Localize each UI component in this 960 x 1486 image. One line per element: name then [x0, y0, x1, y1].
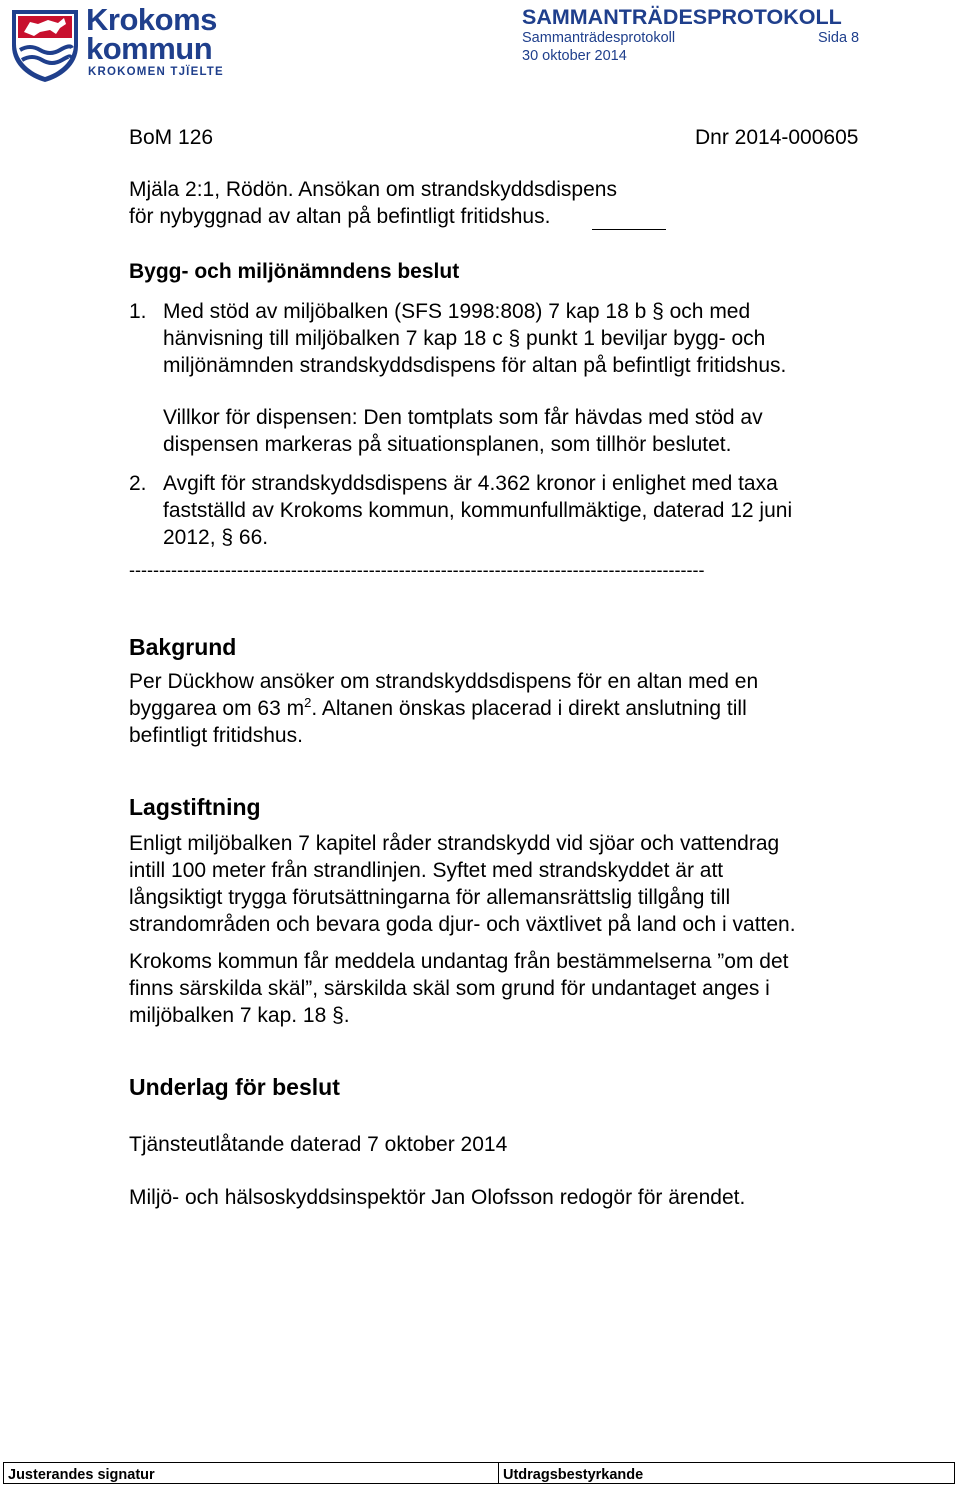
decision-item-1-line: hänvisning till miljöbalken 7 kap 18 c § punkt 1 beviljar bygg- och	[163, 327, 766, 350]
subject-line-2: för nybyggnad av altan på befintligt fritidshus.	[129, 205, 551, 228]
decision-item-2-line: fastställd av Krokoms kommun, kommunfullmäktige, daterad 12 juni	[163, 499, 793, 522]
decision-heading: Bygg- och miljönämndens beslut	[129, 260, 460, 283]
background-heading: Bakgrund	[129, 634, 237, 660]
legislation-line: Enligt miljöbalken 7 kapitel råder strandskydd vid sjöar och vattendrag	[129, 832, 780, 855]
background-line: Per Dückhow ansöker om strandskyddsdispens för en altan med en	[129, 670, 759, 693]
background-line-suffix: . Altanen önskas placerad i direkt anslutning till	[311, 697, 747, 720]
document-title: SAMMANTRÄDESPROTOKOLL	[522, 5, 842, 29]
decision-condition-line: dispensen markeras på situationsplanen, som tillhör beslutet.	[163, 433, 732, 456]
subject-line-1: Mjäla 2:1, Rödön. Ansökan om strandskyddsdispens	[129, 178, 617, 201]
document-subtitle: Sammanträdesprotokoll	[522, 30, 676, 46]
signature-label: Justerandes signatur	[8, 1467, 155, 1483]
background-line: befintligt fritidshus.	[129, 724, 303, 747]
meeting-date: 30 oktober 2014	[522, 48, 627, 64]
subject-underline-rule	[592, 229, 666, 230]
legislation-line: miljöbalken 7 kap. 18 §.	[129, 1004, 350, 1027]
municipal-coat-of-arms-logo	[8, 6, 82, 84]
decision-item-1-line: miljönämnden strandskyddsdispens för altan på befintligt fritidshus.	[163, 354, 787, 377]
basis-heading: Underlag för beslut	[129, 1074, 340, 1100]
logo-line-1: Krokoms	[86, 2, 217, 37]
decision-item-2-number: 2.	[129, 472, 147, 495]
legislation-heading: Lagstiftning	[129, 794, 261, 820]
superscript-2: 2	[304, 695, 312, 710]
decision-item-1-line: Med stöd av miljöbalken (SFS 1998:808) 7 kap 18 b § och med	[163, 300, 751, 323]
legislation-line: finns särskilda skäl”, särskilda skäl som grund för undantaget anges i	[129, 977, 770, 1000]
decision-item-1-number: 1.	[129, 300, 147, 323]
basis-line: Miljö- och hälsoskyddsinspektör Jan Olofsson redogör för ärendet.	[129, 1186, 746, 1209]
signature-box	[3, 1462, 499, 1484]
logo-line-2: kommun	[86, 31, 213, 66]
signature-footer	[3, 1462, 955, 1484]
legislation-line: strandområden och bevara goda djur- och växtlivet på land och i vatten.	[129, 913, 796, 936]
certification-box	[499, 1462, 955, 1484]
decision-condition-line: Villkor för dispensen: Den tomtplats som får hävdas med stöd av	[163, 406, 763, 429]
decision-item-2-line: Avgift för strandskyddsdispens är 4.362 kronor i enlighet med taxa	[163, 472, 778, 495]
certification-label: Utdragsbestyrkande	[503, 1467, 644, 1483]
background-line	[129, 695, 747, 722]
paragraph-reference: BoM 126	[129, 126, 214, 149]
legislation-line: långsiktigt trygga förutsättningarna för allemansrättslig tillgång till	[129, 886, 731, 909]
dashed-separator: ------------------------------------------------------------------------------------------------	[129, 564, 705, 576]
background-line-prefix: byggarea om 63 m	[129, 697, 305, 720]
decision-item-2-line: 2012, § 66.	[163, 526, 269, 549]
diary-number: Dnr 2014-000605	[695, 126, 859, 149]
logo-line-3: KROKOMEN TJÏELTE	[88, 66, 224, 78]
legislation-line: intill 100 meter från strandlinjen. Syftet med strandskyddet är att	[129, 859, 724, 882]
page-number: Sida 8	[818, 30, 860, 46]
basis-line: Tjänsteutlåtande daterad 7 oktober 2014	[129, 1133, 508, 1156]
legislation-line: Krokoms kommun får meddela undantag från bestämmelserna ”om det	[129, 950, 789, 973]
